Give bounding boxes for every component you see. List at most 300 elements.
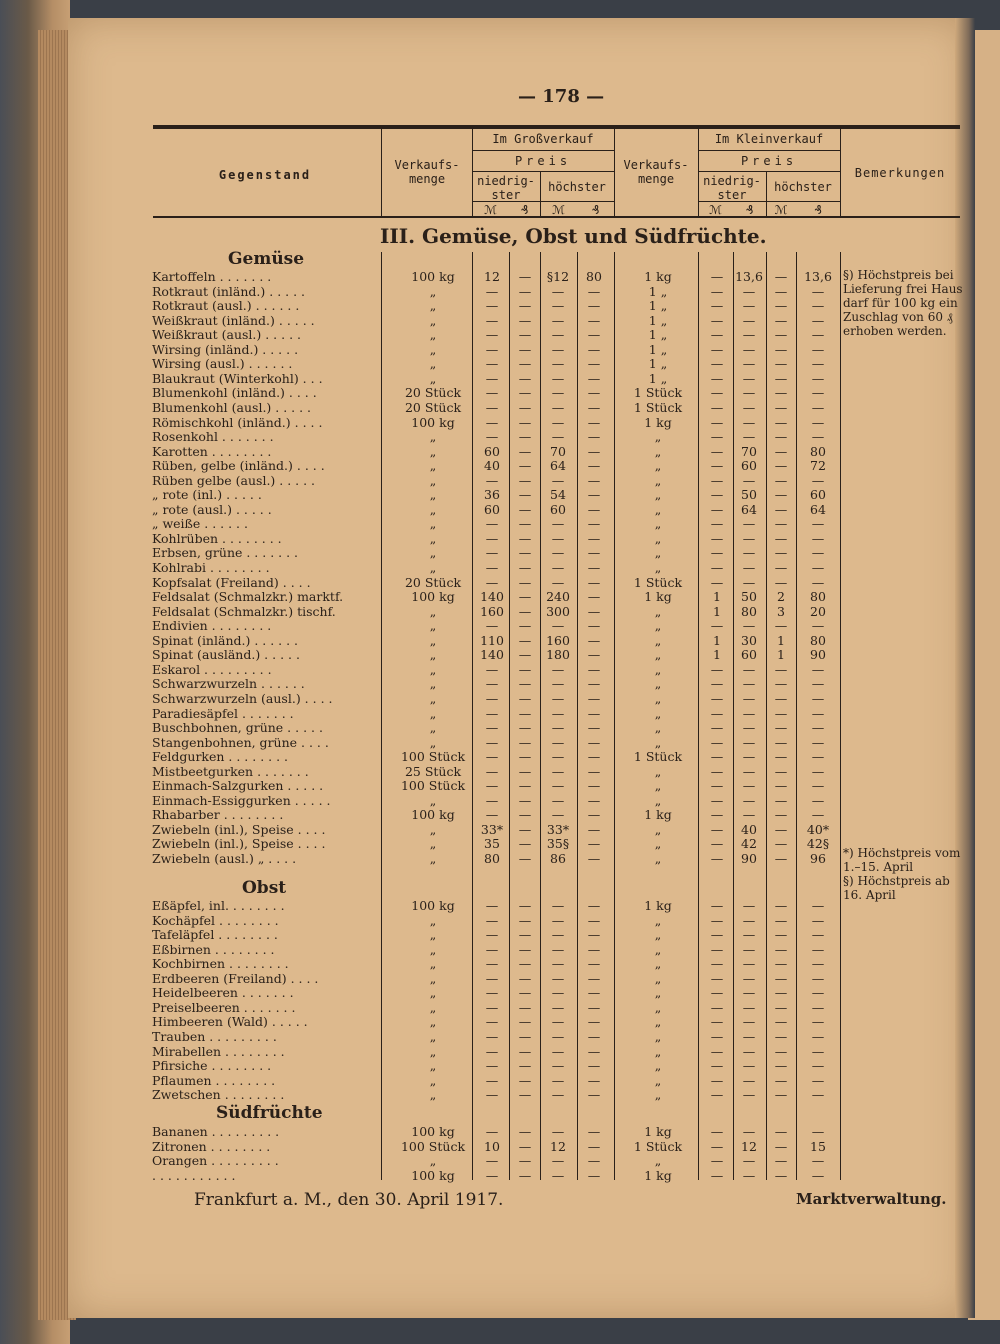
cell-gh1: — — [551, 530, 565, 546]
cell-gn1: 35 — [484, 836, 500, 852]
cell-kn2: — — [742, 560, 756, 575]
cell-kn2: — — [742, 734, 756, 750]
cell-gh2: — — [587, 1087, 601, 1103]
table-row — [152, 956, 842, 971]
cell-gh2: — — [587, 1043, 601, 1059]
cell-kh1: — — [774, 472, 788, 488]
header-wholesale-highest: höchster — [548, 180, 606, 194]
cell-kn1: — — [710, 705, 724, 721]
cell-gh2: — — [587, 1167, 601, 1183]
cell-kh1: 1 — [777, 647, 785, 663]
table-row — [152, 1087, 842, 1102]
cell-kn2: — — [742, 1087, 756, 1103]
cell-kh2: — — [811, 283, 825, 299]
cell-kh2: 80 — [810, 589, 826, 605]
cell-gh1: §12 — [546, 269, 570, 284]
cell-kh2: — — [811, 1058, 825, 1074]
cell-name: Rotkraut (ausl.) . . . . . . — [152, 298, 300, 314]
cell-kh2: — — [811, 530, 825, 546]
table-row — [152, 691, 842, 706]
cell-kh2: — — [811, 385, 825, 401]
table-row — [152, 1044, 842, 1059]
cell-gh2: — — [587, 836, 601, 852]
cell-kh1: — — [774, 385, 788, 401]
cell-gn2: — — [518, 574, 532, 590]
cell-kh1: — — [774, 1072, 788, 1088]
cell-kn1: — — [710, 1043, 724, 1059]
table-row — [152, 913, 842, 928]
cell-gh2: — — [587, 792, 601, 808]
table-row — [152, 1139, 842, 1154]
cell-kh2: 96 — [810, 851, 826, 866]
cell-name: Rhabarber . . . . . . . . — [152, 807, 284, 823]
cell-qty2: „ — [654, 530, 662, 546]
cell-kn2: 50 — [741, 487, 757, 503]
cell-gn2: — — [518, 836, 532, 852]
cell-name: Mirabellen . . . . . . . . — [152, 1043, 285, 1059]
cell-kh1: — — [774, 999, 788, 1015]
cell-kn2: 50 — [741, 589, 757, 605]
cell-gh1: — — [551, 1014, 565, 1030]
cell-qty: „ — [429, 356, 437, 372]
cell-name: Feldgurken . . . . . . . . — [152, 749, 289, 765]
cell-kh2: 40* — [806, 821, 830, 837]
cell-name: Wirsing (ausl.) . . . . . . — [152, 356, 293, 372]
cell-kn2: — — [742, 1028, 756, 1044]
cell-gh2: — — [587, 399, 601, 415]
table-row — [152, 575, 842, 590]
cell-qty2: 1 kg — [644, 1124, 672, 1139]
cell-kh1: — — [774, 356, 788, 372]
cell-qty: 100 kg — [411, 1124, 455, 1139]
cell-gn1: 12 — [484, 269, 500, 284]
table-row — [152, 516, 842, 531]
cell-kn1: — — [710, 370, 724, 386]
cell-kn1: — — [710, 1028, 724, 1044]
cell-kh2: — — [811, 1124, 825, 1139]
cell-kh1: — — [774, 312, 788, 328]
cell-kh1: — — [774, 836, 788, 852]
cell-gn2: — — [518, 443, 532, 459]
cell-qty: „ — [429, 618, 437, 634]
cell-name: Pflaumen . . . . . . . . — [152, 1072, 276, 1088]
cell-kn2: — — [742, 545, 756, 561]
table-row — [152, 589, 842, 604]
table-row — [152, 822, 842, 837]
cell-gh2: — — [587, 734, 601, 750]
cell-gh2: — — [587, 763, 601, 779]
cell-gn1: — — [485, 705, 499, 721]
cell-kn1: — — [710, 429, 724, 445]
cell-qty2: „ — [654, 1072, 662, 1088]
cell-kh2: — — [811, 999, 825, 1015]
cell-qty2: „ — [654, 1153, 662, 1169]
cell-qty2: „ — [654, 720, 662, 736]
cell-gh2: — — [587, 1014, 601, 1030]
table-row — [152, 647, 842, 662]
header-retail-lowest: niedrig- ster — [703, 174, 761, 202]
cell-gn2: — — [518, 385, 532, 401]
cell-kn2: — — [742, 356, 756, 372]
cell-kh1: — — [774, 807, 788, 823]
cell-kn1: — — [710, 1072, 724, 1088]
cell-kh2: 64 — [810, 501, 826, 517]
cell-name: Kohlrüben . . . . . . . . — [152, 530, 282, 546]
cell-kn2: 60 — [741, 647, 757, 663]
cell-name: Kohlrabi . . . . . . . . — [152, 560, 270, 575]
cell-kh2: — — [811, 370, 825, 386]
cell-kh2: 80 — [810, 443, 826, 459]
cell-kn2: — — [742, 690, 756, 706]
cell-gn1: — — [485, 778, 499, 794]
cell-name: Pfirsiche . . . . . . . . — [152, 1058, 272, 1074]
cell-gh1: — — [551, 1058, 565, 1074]
cell-gh2: — — [587, 1028, 601, 1044]
cell-name: Schwarzwurzeln . . . . . . — [152, 676, 305, 692]
cell-gn2: — — [518, 851, 532, 866]
cell-gn1: — — [485, 414, 499, 430]
cell-gh1: — — [551, 283, 565, 299]
cell-kn1: — — [710, 836, 724, 852]
cell-kn2: — — [742, 763, 756, 779]
cell-gn1: — — [485, 1087, 499, 1103]
table-row — [152, 458, 842, 473]
cell-gn1: — — [485, 676, 499, 692]
cell-qty2: „ — [654, 472, 662, 488]
cell-kh1: — — [774, 298, 788, 314]
cell-qty2: „ — [654, 851, 662, 866]
table-row — [152, 604, 842, 619]
table-row — [152, 1073, 842, 1088]
cell-qty: „ — [429, 341, 437, 357]
cell-gn2: — — [518, 1124, 532, 1139]
cell-qty2: 1 kg — [644, 589, 672, 605]
cell-qty2: „ — [654, 560, 662, 575]
cell-qty: 100 kg — [411, 589, 455, 605]
cell-name: Feldsalat (Schmalzkr.) tischf. — [152, 603, 336, 619]
cell-gn1: 40 — [484, 458, 500, 474]
cell-kh2: — — [811, 792, 825, 808]
cell-kh1: — — [774, 458, 788, 474]
cell-kh2: — — [811, 690, 825, 706]
cell-gn1: 36 — [484, 487, 500, 503]
cell-gn2: — — [518, 501, 532, 517]
cell-gn2: — — [518, 1087, 532, 1103]
cell-name: Einmach-Salzgurken . . . . . — [152, 778, 324, 794]
cell-gn2: — — [518, 399, 532, 415]
cell-gn1: — — [485, 516, 499, 532]
cell-kn2: — — [742, 1072, 756, 1088]
cell-kn1: — — [710, 1014, 724, 1030]
header-wholesale-lowest: niedrig- ster — [477, 174, 535, 202]
cell-kn1: — — [710, 283, 724, 299]
table-row — [152, 400, 842, 415]
cell-name: Stangenbohnen, grüne . . . . — [152, 734, 329, 750]
header-item: Gegenstand — [218, 168, 312, 182]
cell-gn2: — — [518, 927, 532, 943]
cell-kh1: — — [774, 763, 788, 779]
cell-kh1: — — [774, 778, 788, 794]
cell-kh1: — — [774, 970, 788, 986]
table-row — [152, 662, 842, 677]
cell-name: Eßäpfel, inl. . . . . . . . — [152, 898, 285, 913]
cell-kh2: — — [811, 778, 825, 794]
cell-kn1: — — [710, 1167, 724, 1183]
cell-qty: 100 Stück — [400, 749, 466, 765]
cell-name: Blumenkohl (ausl.) . . . . . — [152, 399, 312, 415]
cell-gh1: — — [551, 298, 565, 314]
cell-kh2: 20 — [810, 603, 826, 619]
cell-qty2: 1 „ — [648, 356, 668, 372]
cell-qty: „ — [429, 516, 437, 532]
cell-name: Trauben . . . . . . . . . — [152, 1028, 277, 1044]
cell-kh2: — — [811, 312, 825, 328]
cell-name: Rosenkohl . . . . . . . — [152, 429, 274, 445]
cell-kh1: — — [774, 341, 788, 357]
cell-kn1: — — [710, 676, 724, 692]
cell-qty2: „ — [654, 821, 662, 837]
cell-kn2: — — [742, 661, 756, 677]
cell-qty2: 1 Stück — [633, 749, 683, 765]
cell-gh1: — — [551, 1167, 565, 1183]
table-row — [152, 706, 842, 721]
cell-gh1: — — [551, 661, 565, 677]
cell-gh2: — — [587, 487, 601, 503]
cell-gn2: — — [518, 516, 532, 532]
wholesale-price-rule — [472, 171, 614, 172]
cell-gn1: — — [485, 298, 499, 314]
cell-kn2: — — [742, 283, 756, 299]
cell-gn1: 60 — [484, 501, 500, 517]
cell-gh1: — — [551, 1043, 565, 1059]
cell-kh1: — — [774, 941, 788, 957]
cell-qty: „ — [429, 370, 437, 386]
cell-kh2: — — [811, 661, 825, 677]
header-unit: ℳ — [484, 203, 497, 217]
cell-gn2: — — [518, 763, 532, 779]
cell-qty2: „ — [654, 836, 662, 852]
cell-qty: 100 kg — [411, 1167, 455, 1183]
cell-qty: „ — [429, 632, 437, 648]
header-retail-highest: höchster — [774, 180, 832, 194]
cell-kh1: — — [774, 927, 788, 943]
cell-qty: „ — [429, 927, 437, 943]
cell-gh1: 86 — [550, 851, 566, 866]
cell-gn1: — — [485, 720, 499, 736]
cell-gn1: — — [485, 560, 499, 575]
cell-name: „ rote (ausl.) . . . . . — [152, 501, 272, 517]
table-row — [152, 385, 842, 400]
cell-kh2: — — [811, 705, 825, 721]
cell-gn2: — — [518, 530, 532, 546]
cell-gn2: — — [518, 647, 532, 663]
cell-gn2: — — [518, 283, 532, 299]
cell-kn2: — — [742, 999, 756, 1015]
cell-kh2: — — [811, 912, 825, 928]
cell-kn1: — — [710, 458, 724, 474]
cell-kn1: — — [710, 912, 724, 928]
cell-gn2: — — [518, 792, 532, 808]
cell-qty2: 1 „ — [648, 298, 668, 314]
retail-rule — [698, 150, 840, 151]
cell-qty: „ — [429, 705, 437, 721]
cell-gn1: — — [485, 530, 499, 546]
cell-qty: „ — [429, 560, 437, 575]
cell-gh1: — — [551, 807, 565, 823]
cell-kn2: — — [742, 912, 756, 928]
cell-gh2: — — [587, 1153, 601, 1169]
table-row — [152, 851, 842, 866]
cell-kn1: — — [710, 778, 724, 794]
header-unit: ₰ — [814, 203, 822, 217]
cell-kn2: — — [742, 970, 756, 986]
cell-kh2: — — [811, 1014, 825, 1030]
cell-kn1: — — [710, 269, 724, 284]
cell-qty: „ — [429, 458, 437, 474]
table-row — [152, 807, 842, 822]
cell-kn2: — — [742, 778, 756, 794]
book-gutter — [955, 18, 975, 1318]
group-vegetables: Gemüse — [228, 249, 305, 269]
cell-qty: „ — [429, 851, 437, 866]
wholesale-rule — [472, 150, 614, 151]
table-row — [152, 971, 842, 986]
table-row — [152, 749, 842, 764]
cell-kh2: — — [811, 898, 825, 913]
cell-name: Zwiebeln (inl.), Speise . . . . — [152, 836, 326, 852]
cell-gh2: — — [587, 516, 601, 532]
group-fruit: Obst — [242, 878, 287, 898]
cell-gn1: — — [485, 1058, 499, 1074]
cell-gh2: 80 — [586, 269, 602, 284]
cell-gn2: — — [518, 1014, 532, 1030]
cell-kn2: — — [742, 985, 756, 1001]
cell-gn1: — — [485, 912, 499, 928]
cell-gn2: — — [518, 941, 532, 957]
header-wholesale-price: Preis — [514, 154, 572, 168]
cell-kh1: — — [774, 749, 788, 765]
cell-qty2: „ — [654, 763, 662, 779]
cell-gn2: — — [518, 341, 532, 357]
cell-gn2: — — [518, 298, 532, 314]
cell-qty: „ — [429, 836, 437, 852]
cell-qty2: „ — [654, 676, 662, 692]
cell-kh1: — — [774, 1058, 788, 1074]
cell-gn1: 140 — [480, 589, 504, 605]
cell-qty: „ — [429, 1153, 437, 1169]
cell-qty2: „ — [654, 956, 662, 972]
cell-gh1: — — [551, 574, 565, 590]
cell-kn1: 1 — [713, 603, 721, 619]
table-row — [152, 487, 842, 502]
cell-gn2: — — [518, 956, 532, 972]
cell-gh1: 12 — [550, 1138, 566, 1154]
cell-name: Zwiebeln (inl.), Speise . . . . — [152, 821, 326, 837]
cell-qty2: „ — [654, 603, 662, 619]
cell-gn2: — — [518, 1153, 532, 1169]
cell-qty2: 1 kg — [644, 414, 672, 430]
cell-gh2: — — [587, 429, 601, 445]
cell-gh1: — — [551, 399, 565, 415]
cell-kh1: — — [774, 956, 788, 972]
cell-name: Wirsing (inländ.) . . . . . — [152, 341, 299, 357]
cell-gn1: — — [485, 898, 499, 913]
cell-qty2: „ — [654, 1043, 662, 1059]
cell-name: „ rote (inl.) . . . . . — [152, 487, 262, 503]
cell-gn1: — — [485, 574, 499, 590]
cell-kh1: — — [774, 443, 788, 459]
cell-qty: „ — [429, 676, 437, 692]
cell-kn1: — — [710, 749, 724, 765]
cell-name: Kopfsalat (Freiland) . . . . — [152, 574, 311, 590]
cell-qty: „ — [429, 690, 437, 706]
cell-qty: „ — [429, 661, 437, 677]
cell-gh1: — — [551, 999, 565, 1015]
cell-kh2: — — [811, 356, 825, 372]
cell-gh1: — — [551, 676, 565, 692]
header-unit: ₰ — [520, 203, 529, 217]
cell-qty: „ — [429, 603, 437, 619]
cell-gh1: — — [551, 1087, 565, 1103]
cell-kh1: — — [774, 327, 788, 343]
table-row — [152, 269, 842, 284]
cell-qty: „ — [429, 283, 437, 299]
cell-kh1: — — [774, 618, 788, 634]
cell-kh1: — — [774, 370, 788, 386]
cell-kh2: — — [811, 327, 825, 343]
cell-kn1: — — [710, 661, 724, 677]
cell-qty: „ — [429, 1072, 437, 1088]
cell-qty: „ — [429, 545, 437, 561]
cell-gh2: — — [587, 603, 601, 619]
cell-kh2: — — [811, 341, 825, 357]
cell-gh2: — — [587, 356, 601, 372]
cell-kn1: — — [710, 1058, 724, 1074]
cell-qty: „ — [429, 1058, 437, 1074]
cell-name: Buschbohnen, grüne . . . . . — [152, 720, 323, 736]
cell-kh2: — — [811, 927, 825, 943]
cell-qty2: 1 kg — [644, 807, 672, 823]
cell-gh1: 35§ — [546, 836, 570, 852]
cell-gn1: — — [485, 370, 499, 386]
cell-gh2: — — [587, 1072, 601, 1088]
table-row — [152, 1168, 842, 1183]
cell-gn2: — — [518, 912, 532, 928]
cell-kn2: — — [742, 516, 756, 532]
cell-gn1: — — [485, 927, 499, 943]
header-unit: ₰ — [591, 203, 600, 217]
cell-qty: „ — [429, 720, 437, 736]
vline — [840, 129, 841, 217]
cell-name: Erbsen, grüne . . . . . . . — [152, 545, 299, 561]
cell-kh2: — — [811, 676, 825, 692]
table-row — [152, 942, 842, 957]
table-row — [152, 985, 842, 1000]
cell-kn2: — — [742, 429, 756, 445]
cell-gn2: — — [518, 545, 532, 561]
table-row — [152, 429, 842, 444]
cell-gn1: — — [485, 341, 499, 357]
cell-gh1: — — [551, 385, 565, 401]
header-qty: Verkaufs- menge — [394, 158, 460, 186]
cell-kh1: — — [774, 487, 788, 503]
cell-kh2: 90 — [810, 647, 826, 663]
cell-qty2: „ — [654, 999, 662, 1015]
table-row — [152, 676, 842, 691]
header-unit: ℳ — [774, 203, 788, 217]
cell-name: Schwarzwurzeln (ausl.) . . . . — [152, 690, 333, 706]
cell-gh2: — — [587, 443, 601, 459]
